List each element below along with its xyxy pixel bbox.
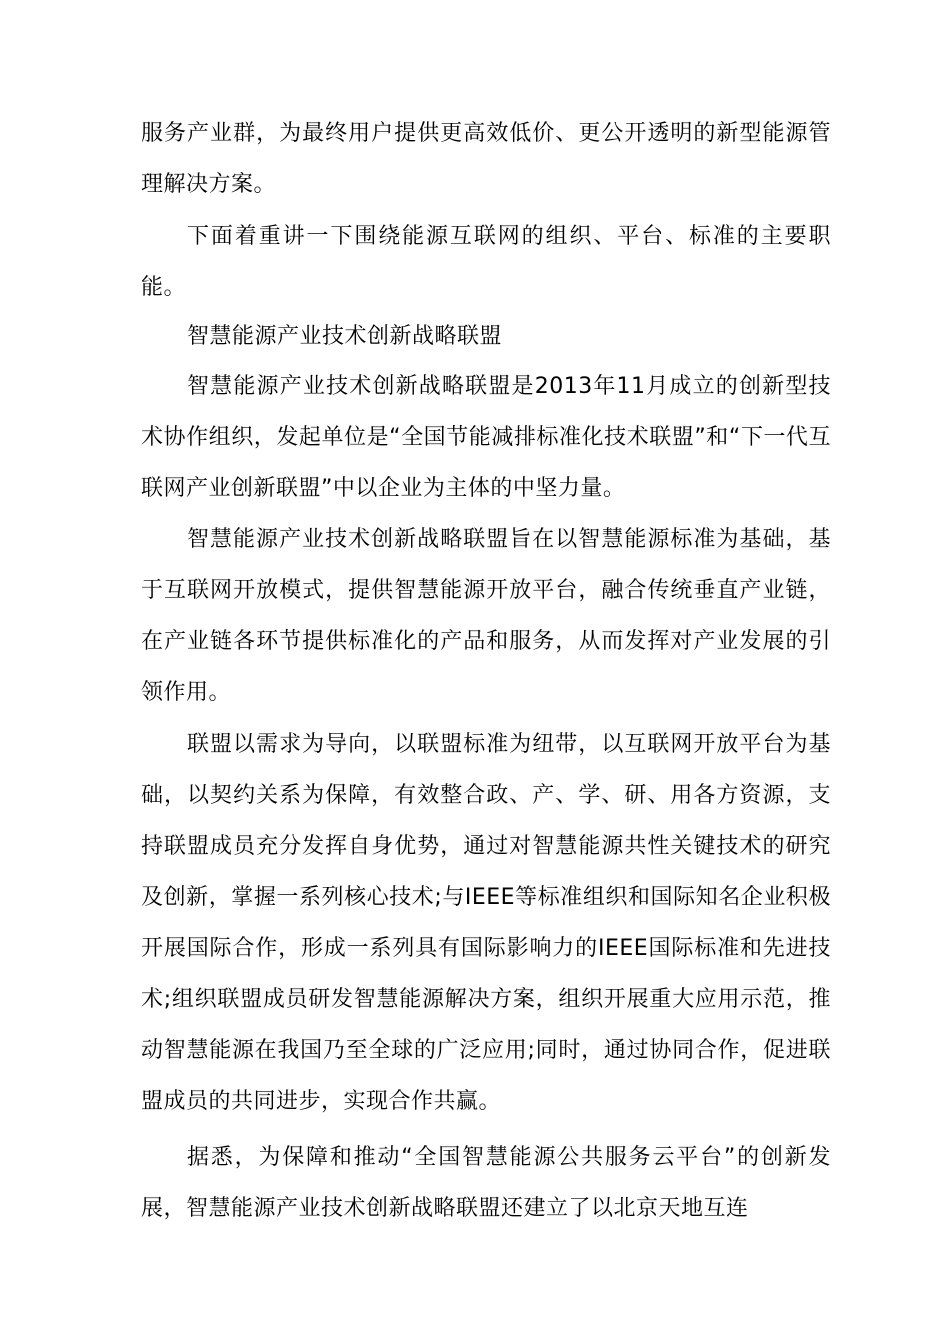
- paragraph-mission: 联盟以需求为导向，以联盟标准为纽带，以互联网开放平台为基础，以契约关系为保障，有效整合政、产、学、研、用各方资源，支持联盟成员充分发挥自身优势，通过对智慧能源共性关键技术的研究及创新，掌握一系列核心技术;与IEEE等标准组织和国际知名企业积极开展国际合作，形成一系列具有国际影响力的IEEE国际标准和先进技术;组织联盟成员研发智慧能源解决方案，组织开展重大应用示范，推动智慧能源在我国乃至全球的广泛应用;同时，通过协同合作，促进联盟成员的共同进步，实现合作共赢。: [141, 732, 831, 1114]
- paragraph-founding: 智慧能源产业技术创新战略联盟是2013年11月成立的创新型技术协作组织，发起单位是“全国节能减排标准化技术联盟”和“下一代互联网产业创新联盟”中以企业为主体的中坚力量。: [141, 374, 831, 501]
- paragraph-platform: 据悉，为保障和推动“全国智慧能源公共服务云平台”的创新发展，智慧能源产业技术创新战略联盟还建立了以北京天地互连: [141, 1145, 832, 1221]
- paragraph-intro: 下面着重讲一下围绕能源互联网的组织、平台、标准的主要职能。: [141, 224, 831, 300]
- paragraph-continued: 服务产业群，为最终用户提供更高效低价、更公开透明的新型能源管理解决方案。: [141, 121, 831, 197]
- paragraph-purpose: 智慧能源产业技术创新战略联盟旨在以智慧能源标准为基础，基于互联网开放模式，提供智慧能源开放平台，融合传统垂直产业链，在产业链各环节提供标准化的产品和服务，从而发挥对产业发展的引领作用。: [141, 527, 831, 705]
- section-heading: 智慧能源产业技术创新战略联盟: [187, 324, 503, 349]
